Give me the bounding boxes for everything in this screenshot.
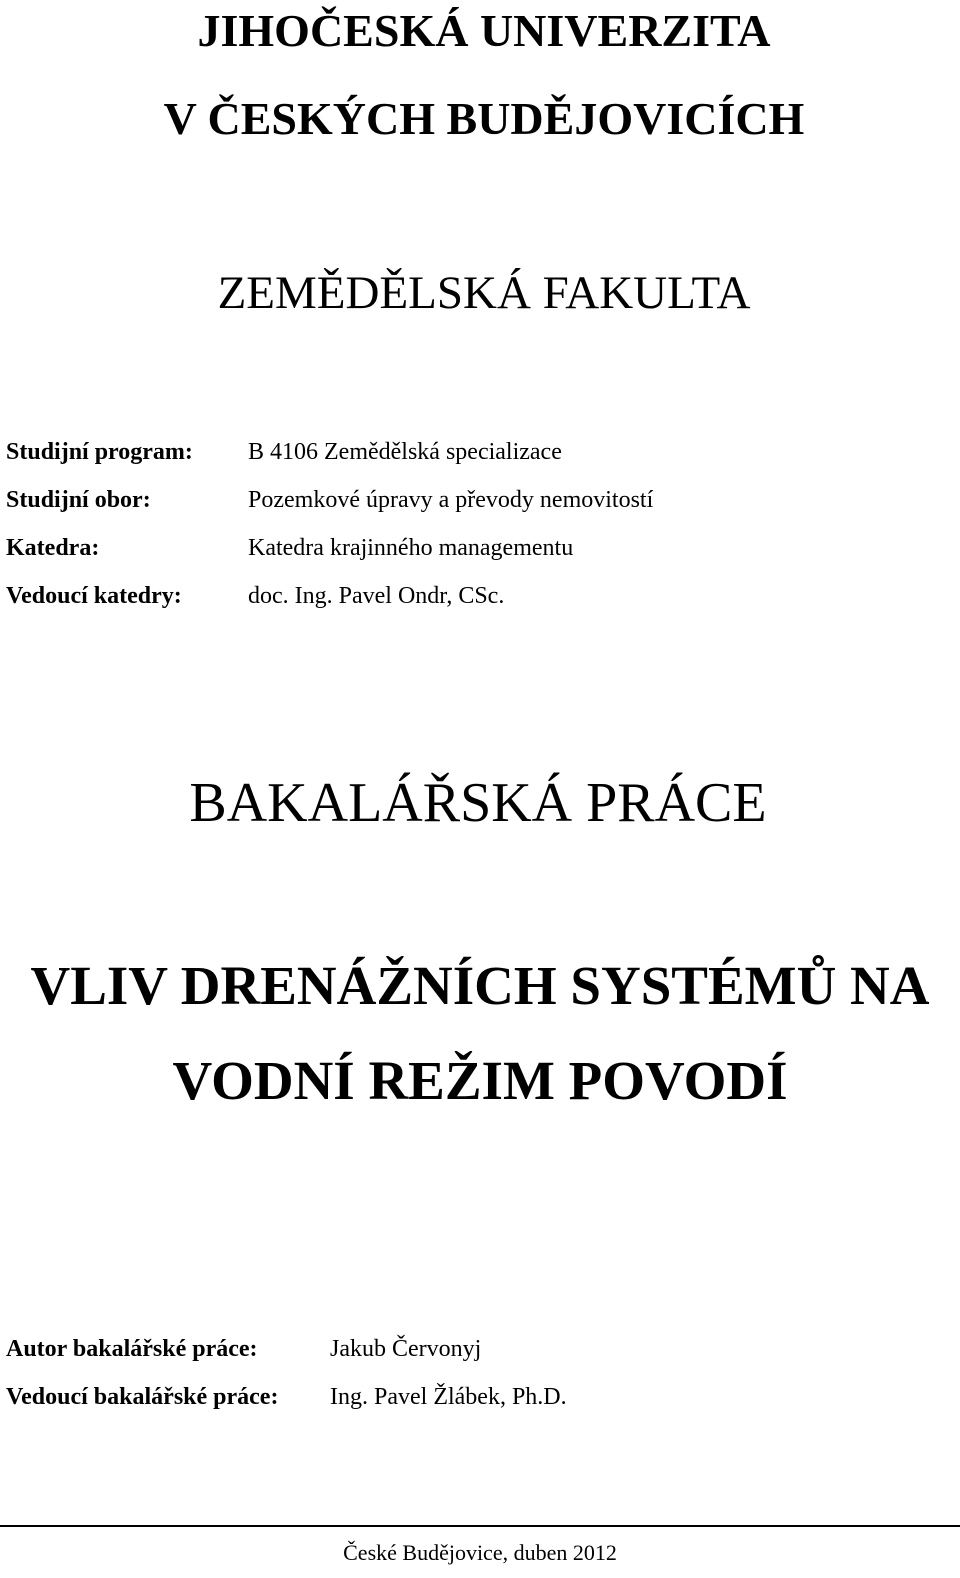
department-head-value: doc. Ing. Pavel Ondr, CSc. (248, 583, 505, 609)
university-name-line-2: V ČESKÝCH BUDĚJOVICÍCH (163, 93, 805, 144)
document-type: BAKALÁŘSKÁ PRÁCE (189, 772, 767, 834)
faculty-name: ZEMĚDĚLSKÁ FAKULTA (217, 267, 751, 319)
department-head-label: Vedoucí katedry: (6, 583, 182, 609)
university-name-line-1: JIHOČESKÁ UNIVERZITA (197, 5, 771, 56)
supervisor-label: Vedoucí bakalářské práce: (6, 1384, 279, 1410)
supervisor-value: Ing. Pavel Žlábek, Ph.D. (330, 1384, 567, 1410)
thesis-title-line-2: VODNÍ REŽIM POVODÍ (172, 1050, 788, 1111)
footer-divider (0, 1525, 960, 1527)
study-field-label: Studijní obor: (6, 487, 151, 513)
study-field-value: Pozemkové úpravy a převody nemovitostí (248, 487, 654, 513)
study-program-value: B 4106 Zemědělská specializace (248, 439, 562, 465)
department-label: Katedra: (6, 535, 100, 561)
study-program-label: Studijní program: (6, 439, 193, 465)
department-value: Katedra krajinného managementu (248, 535, 574, 561)
author-label: Autor bakalářské práce: (6, 1336, 258, 1362)
thesis-title-line-1: VLIV DRENÁŽNÍCH SYSTÉMŮ NA (30, 955, 930, 1016)
footer-place-date: České Budějovice, duben 2012 (343, 1540, 617, 1565)
author-value: Jakub Červonyj (330, 1336, 482, 1362)
